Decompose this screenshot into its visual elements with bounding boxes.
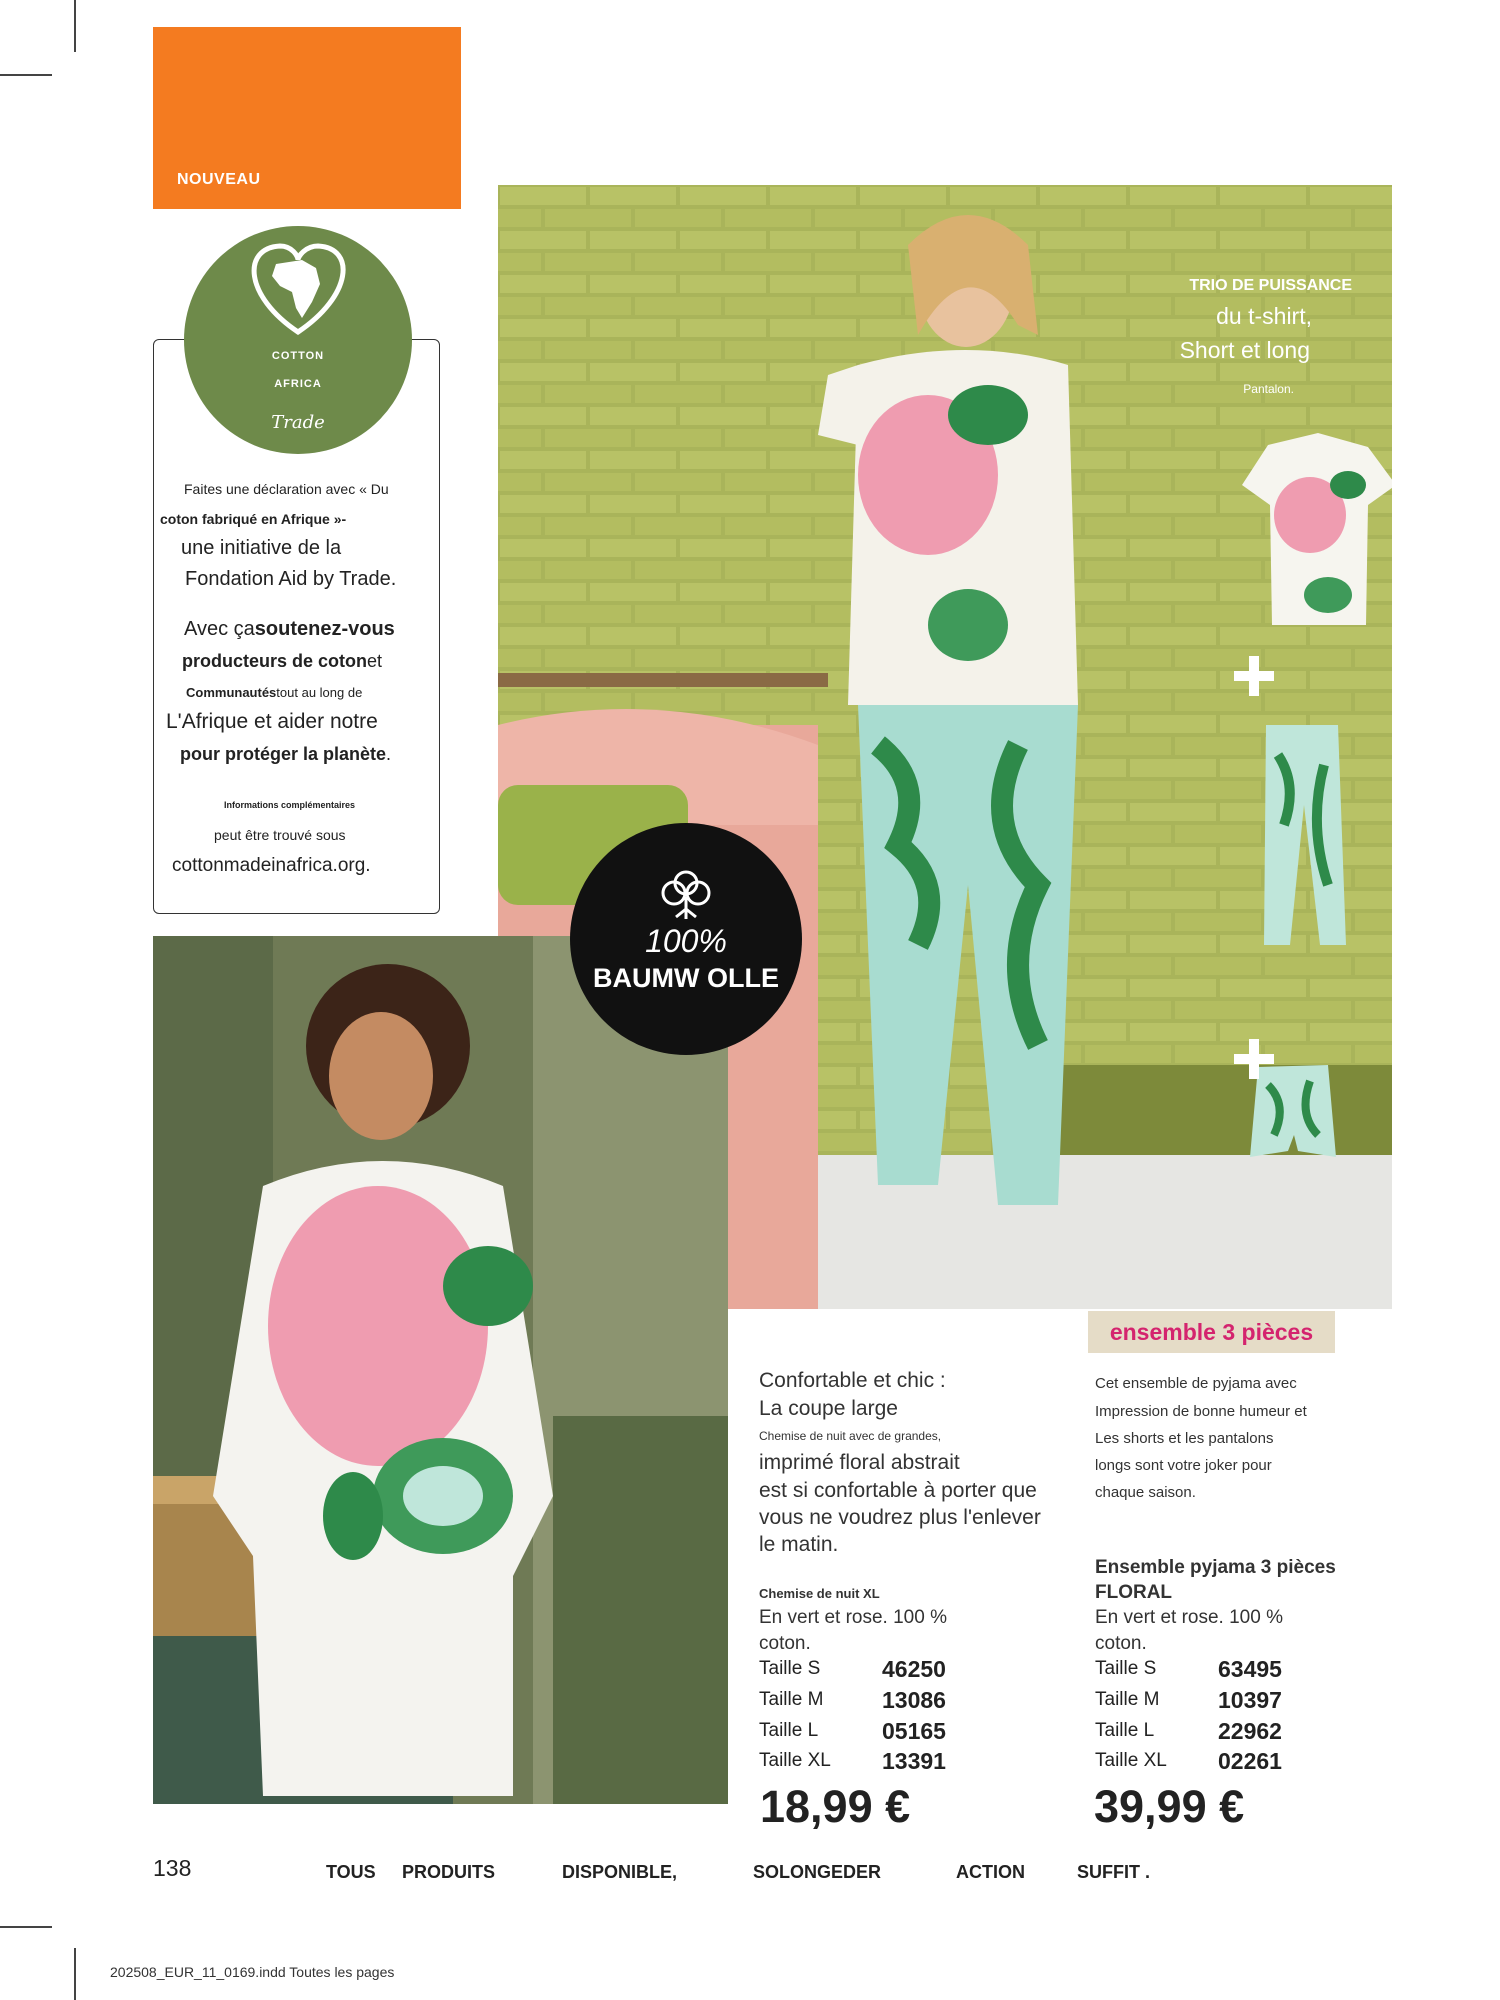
logo-signature: Trade <box>271 412 325 433</box>
size-label: Taille S <box>1095 1658 1157 1679</box>
size-code: 22962 <box>1218 1718 1282 1744</box>
cotton-flower-icon <box>656 863 716 923</box>
pyjama-name: FLORAL <box>1095 1582 1173 1603</box>
size-label: Taille M <box>759 1689 824 1710</box>
nightshirt-price: 18,99 € <box>760 1781 911 1832</box>
footer-word: DISPONIBLE, <box>562 1862 678 1882</box>
size-code: 13391 <box>882 1748 946 1774</box>
cotton-badge <box>570 823 802 1055</box>
pyjama-desc: Cet ensemble de pyjama avec <box>1095 1375 1297 1392</box>
pyjama-desc: Impression de bonne humeur et <box>1095 1403 1307 1420</box>
info-line: coton fabriqué en Afrique »- <box>160 511 347 527</box>
new-label: NOUVEAU <box>177 171 261 188</box>
logo-text: AFRICA <box>274 378 322 390</box>
crop-mark <box>0 74 52 76</box>
pyjama-color: coton. <box>1095 1633 1147 1654</box>
size-label: Taille M <box>1095 1689 1160 1710</box>
info-line: L'Afrique et aider notre <box>166 710 378 733</box>
footer-word: SOLONGEDER <box>753 1862 882 1882</box>
footer-word: ACTION <box>956 1862 1025 1882</box>
trio-line: Short et long <box>1179 337 1310 363</box>
info-line: Informations complémentaires <box>224 800 356 810</box>
nightshirt-desc: le matin. <box>759 1533 839 1556</box>
nightshirt-color: coton. <box>759 1633 811 1654</box>
size-code: 05165 <box>882 1718 946 1744</box>
crop-mark <box>74 0 76 52</box>
cotton-text: BAUMW OLLE <box>593 963 779 993</box>
info-line: une initiative de la <box>181 537 342 559</box>
info-line: peut être trouvé sous <box>214 827 346 843</box>
nightshirt-desc: Confortable et chic : <box>759 1369 946 1392</box>
footer-word: PRODUITS <box>402 1862 496 1882</box>
pyjama-color: En vert et rose. 100 % <box>1095 1607 1283 1628</box>
info-line: Fondation Aid by Trade. <box>185 568 397 590</box>
crop-mark <box>74 1948 76 2000</box>
info-line: Avec çasoutenez-vous <box>184 618 395 640</box>
trio-line: Pantalon. <box>1243 382 1294 396</box>
ensemble-tag: ensemble 3 pièces <box>1088 1311 1335 1353</box>
nightshirt-name: Chemise de nuit XL <box>759 1586 880 1601</box>
size-label: Taille XL <box>1095 1750 1167 1771</box>
trio-heading: TRIO DE PUISSANCE <box>1189 277 1352 294</box>
nightshirt-desc: Chemise de nuit avec de grandes, <box>759 1429 942 1443</box>
nightshirt-desc: La coupe large <box>759 1397 898 1420</box>
nightshirt-desc: vous ne voudrez plus l'enlever <box>759 1506 1041 1529</box>
pyjama-desc: longs sont votre joker pour <box>1095 1457 1272 1474</box>
nightshirt-color: En vert et rose. 100 % <box>759 1607 947 1628</box>
pyjama-price: 39,99 € <box>1094 1781 1245 1832</box>
footer-word: SUFFIT . <box>1077 1862 1150 1882</box>
trio-line: du t-shirt, <box>1216 303 1312 329</box>
page-number: 138 <box>153 1855 192 1881</box>
new-banner <box>153 27 461 209</box>
info-line: Faites une déclaration avec « Du <box>184 481 389 497</box>
logo-text: COTTON <box>271 350 325 362</box>
pyjama-desc: Les shorts et les pantalons <box>1095 1430 1274 1447</box>
cotton-percent: 100% <box>645 923 727 959</box>
pyjama-sizes <box>1095 1658 1335 1778</box>
nightshirt-desc: est si confortable à porter que <box>759 1479 1037 1502</box>
photo-nightshirt-model <box>153 936 728 1804</box>
size-label: Taille L <box>1095 1720 1155 1741</box>
footer-word: TOUS <box>326 1862 376 1882</box>
size-code: 10397 <box>1218 1687 1282 1713</box>
size-code: 46250 <box>882 1656 946 1682</box>
info-link[interactable]: cottonmadeinafrica.org. <box>172 855 371 876</box>
file-slug: 202508_EUR_11_0169.indd Toutes les pages <box>110 1964 395 1980</box>
pyjama-name: Ensemble pyjama 3 pièces <box>1095 1557 1336 1578</box>
size-label: Taille S <box>759 1658 821 1679</box>
info-line: pour protéger la planète. <box>180 744 392 764</box>
cotton-africa-logo <box>184 226 412 454</box>
crop-mark <box>0 1926 52 1928</box>
size-code: 63495 <box>1218 1656 1282 1682</box>
size-label: Taille L <box>759 1720 819 1741</box>
pyjama-desc: chaque saison. <box>1095 1484 1196 1501</box>
info-line: producteurs de cotonet <box>182 651 383 671</box>
size-code: 13086 <box>882 1687 946 1713</box>
size-label: Taille XL <box>759 1750 831 1771</box>
info-line: Communautéstout au long de <box>186 685 363 700</box>
nightshirt-desc: imprimé floral abstrait <box>759 1451 960 1474</box>
size-code: 02261 <box>1218 1748 1282 1774</box>
nightshirt-sizes <box>759 1658 999 1778</box>
